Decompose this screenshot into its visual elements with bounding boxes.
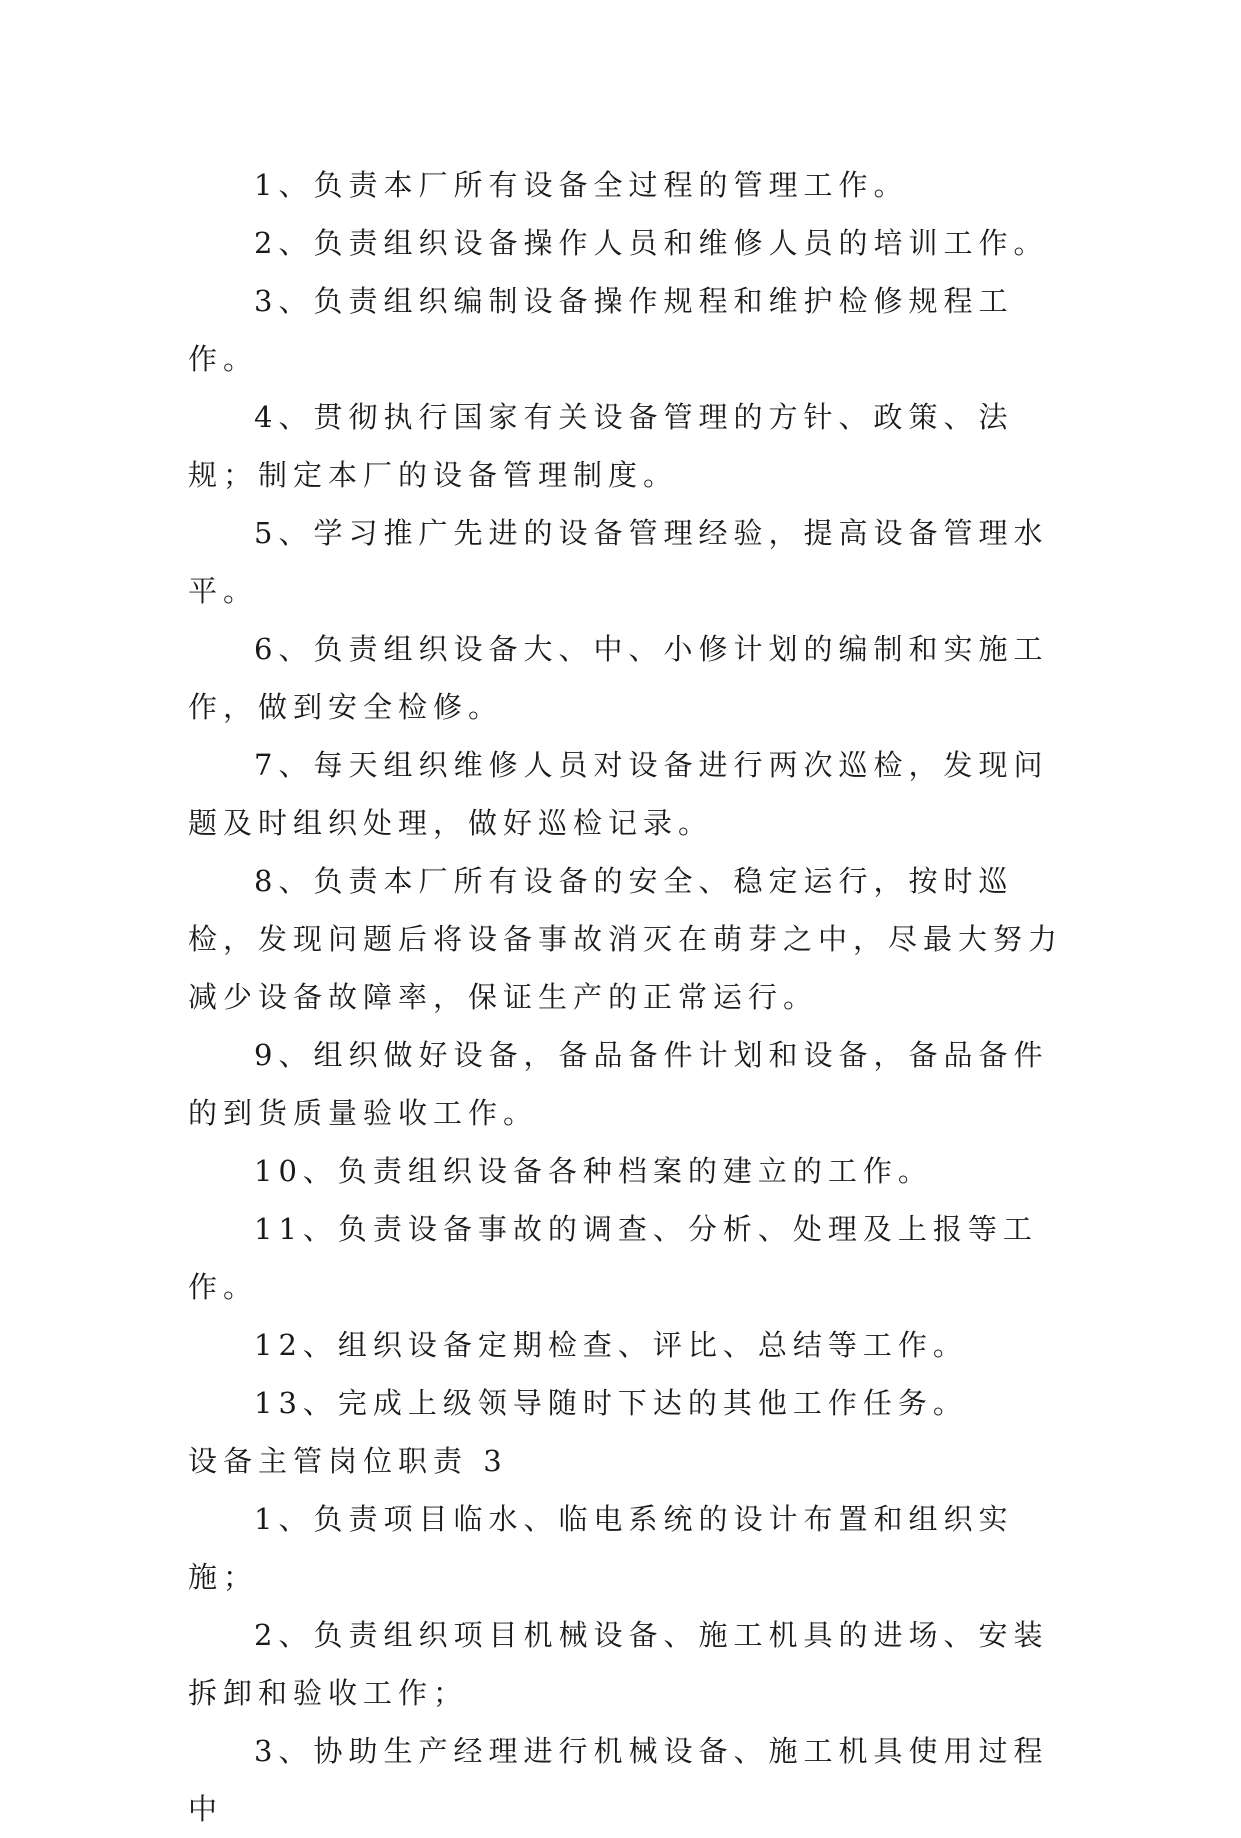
document-body [188, 156, 1068, 1838]
paragraph-item-8: 8、负责本厂所有设备的安全、稳定运行，按时巡检，发现问题后将设备事故消灭在萌芽之中，尽最大努力减少设备故障率，保证生产的正常运行。 [188, 864, 1064, 1014]
paragraph-item-10: 10、负责组织设备各种档案的建立的工作。 [254, 1154, 933, 1188]
paragraph-item-s3-1: 1、负责项目临水、临电系统的设计布置和组织实施； [188, 1502, 1014, 1594]
paragraph-item-9: 9、组织做好设备，备品备件计划和设备，备品备件的到货质量验收工作。 [188, 1038, 1049, 1130]
paragraph-item-3: 3、负责组织编制设备操作规程和维护检修规程工作。 [188, 284, 1014, 376]
paragraph-item-s3-2: 2、负责组织项目机械设备、施工机具的进场、安装拆卸和验收工作； [188, 1618, 1049, 1710]
paragraph-item-2: 2、负责组织设备操作人员和维修人员的培训工作。 [254, 226, 1049, 260]
paragraph-item-13: 13、完成上级领导随时下达的其他工作任务。 [254, 1386, 968, 1420]
paragraph-item-11: 11、负责设备事故的调查、分析、处理及上报等工作。 [188, 1212, 1038, 1304]
paragraph-item-6: 6、负责组织设备大、中、小修计划的编制和实施工作，做到安全检修。 [188, 632, 1049, 724]
paragraph-item-5: 5、学习推广先进的设备管理经验，提高设备管理水平。 [188, 516, 1049, 608]
paragraph-item-12: 12、组织设备定期检查、评比、总结等工作。 [254, 1328, 968, 1362]
paragraph-item-7: 7、每天组织维修人员对设备进行两次巡检，发现问题及时组织处理，做好巡检记录。 [188, 748, 1049, 840]
section-heading: 设备主管岗位职责 3 [188, 1444, 508, 1478]
paragraph-item-1: 1、负责本厂所有设备全过程的管理工作。 [254, 168, 909, 202]
paragraph-item-s3-3: 3、协助生产经理进行机械设备、施工机具使用过程中 [188, 1734, 1049, 1826]
paragraph-item-4: 4、贯彻执行国家有关设备管理的方针、政策、法规；制定本厂的设备管理制度。 [188, 400, 1014, 492]
